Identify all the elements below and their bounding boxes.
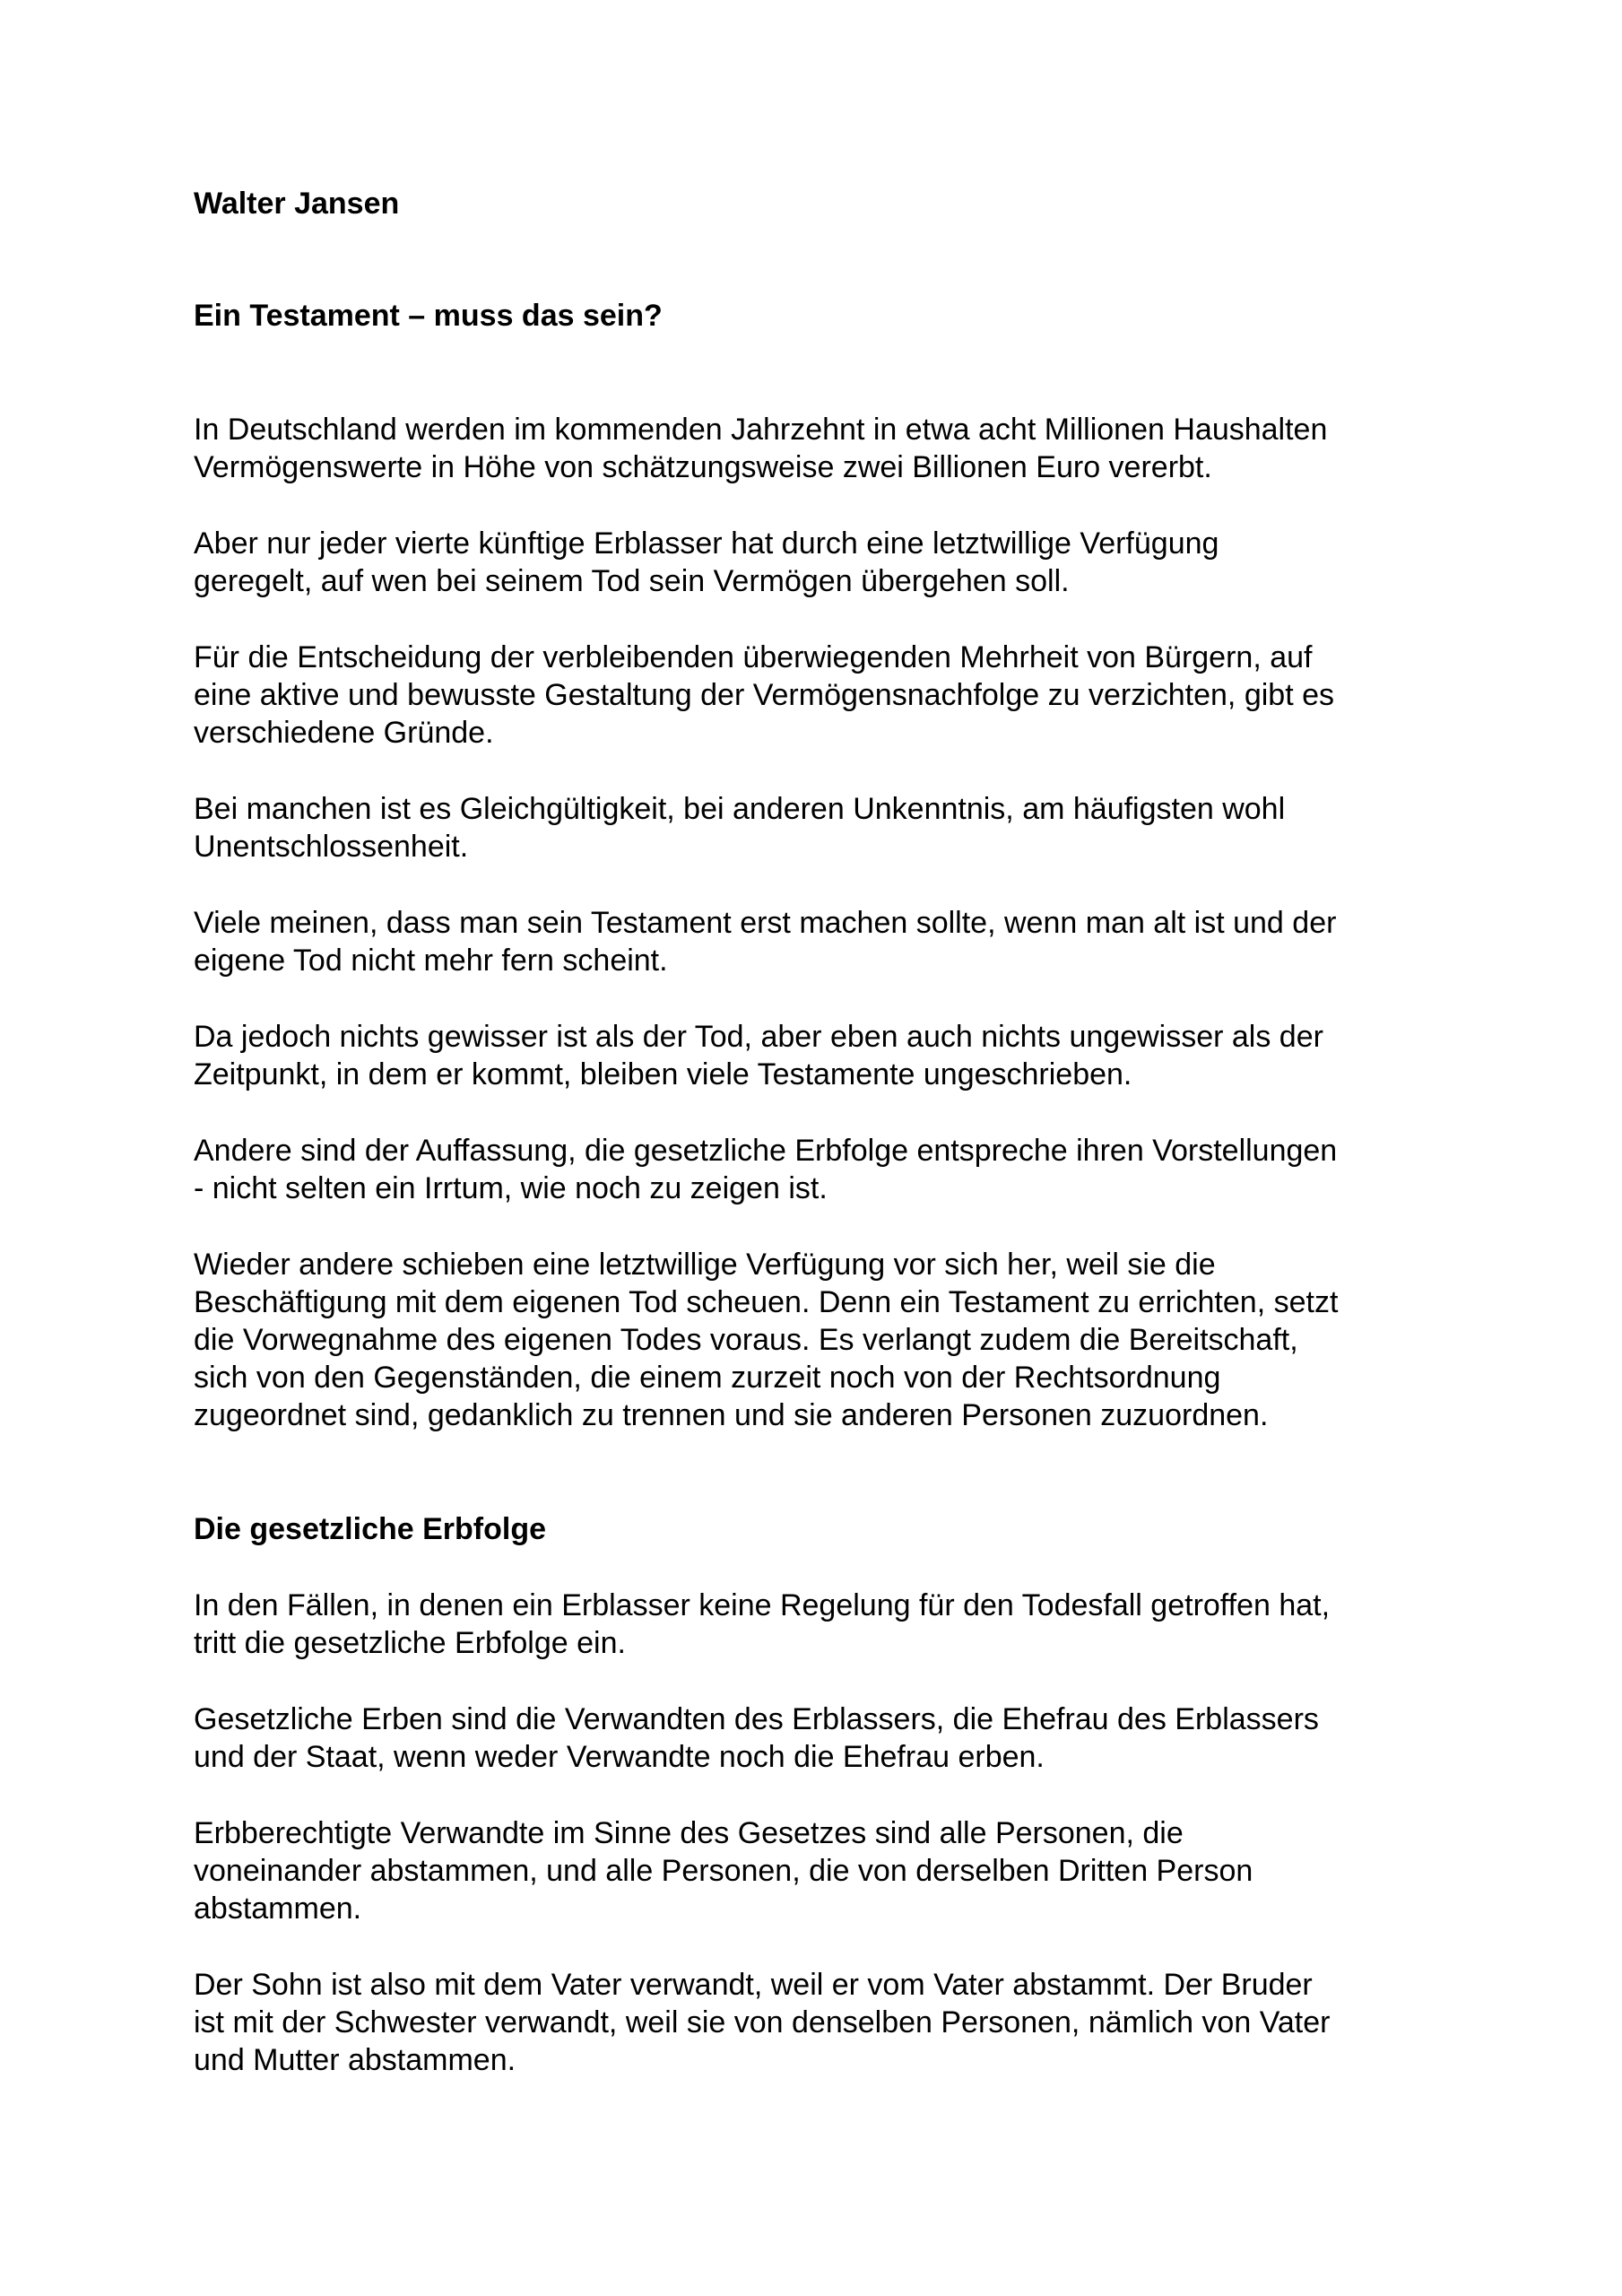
paragraph: Andere sind der Auffassung, die gesetzliche Erbfolge entspreche ihren Vorstellungen - nicht selten ein Irrtum, wie noch zu zeigen ist. <box>194 1134 1338 1205</box>
paragraph: In Deutschland werden im kommenden Jahrzehnt in etwa acht Millionen Haushalten Vermögenswerte in Höhe von schätzungsweise zwei Billionen Euro vererbt. <box>194 413 1328 484</box>
paragraph: Gesetzliche Erben sind die Verwandten des Erblassers, die Ehefrau des Erblassers und der Staat, wenn weder Verwandte noch die Ehefrau erben. <box>194 1702 1319 1774</box>
paragraph: Da jedoch nichts gewisser ist als der Tod, aber eben auch nichts ungewisser als der Zeitpunkt, in dem er kommt, bleiben viele Testamente ungeschrieben. <box>194 1020 1323 1091</box>
paragraph: Aber nur jeder vierte künftige Erblasser hat durch eine letztwillige Verfügung geregelt, auf wen bei seinem Tod sein Vermögen übergehen soll. <box>194 526 1219 598</box>
section-heading: Die gesetzliche Erbfolge <box>194 1512 546 1546</box>
paragraph: Bei manchen ist es Gleichgültigkeit, bei anderen Unkenntnis, am häufigsten wohl Unentschlossenheit. <box>194 792 1286 864</box>
paragraph: In den Fällen, in denen ein Erblasser keine Regelung für den Todesfall getroffen hat, tritt die gesetzliche Erbfolge ein. <box>194 1588 1331 1660</box>
intro-section <box>194 411 1467 1434</box>
paragraph: Erbberechtigte Verwandte im Sinne des Gesetzes sind alle Personen, die voneinander abstammen, und alle Personen, die von derselben Dritten Person abstammen. <box>194 1816 1253 1926</box>
paragraph: Für die Entscheidung der verbleibenden überwiegenden Mehrheit von Bürgern, auf eine aktive und bewusste Gestaltung der Vermögensnachfolge zu verzichten, gibt es verschiedene Gründe. <box>194 640 1334 750</box>
author-name: Walter Jansen <box>194 187 400 221</box>
paragraph: Der Sohn ist also mit dem Vater verwandt, weil er vom Vater abstammt. Der Bruder ist mit der Schwester verwandt, weil sie von denselben Personen, nämlich von Vater und Mutter abstammen. <box>194 1968 1331 2077</box>
inheritance-section <box>194 1510 1467 2079</box>
document-body <box>194 185 1467 2079</box>
paragraph: Wieder andere schieben eine letztwillige Verfügung vor sich her, weil sie die Beschäftigung mit dem eigenen Tod scheuen. Denn ein Testament zu errichten, setzt die Vorwegnahme des eigenen Todes voraus. Es verlangt zudem die Bereitschaft, sich von den Gegenständen, die einem zurzeit noch von der Rechtsordnung zugeordnet sind, gedanklich zu trennen und sie anderen Personen zuzuordnen. <box>194 1248 1339 1432</box>
paragraph: Viele meinen, dass man sein Testament erst machen sollte, wenn man alt ist und der eigene Tod nicht mehr fern scheint. <box>194 906 1337 978</box>
document-title: Ein Testament – muss das sein? <box>194 299 663 333</box>
